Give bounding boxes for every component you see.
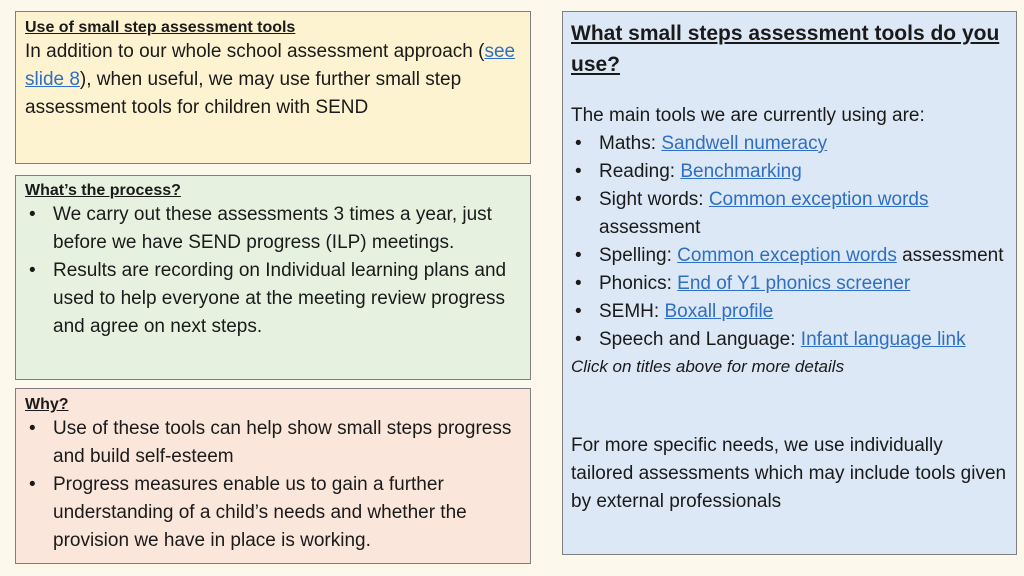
assessment-text-end: ), when useful, we may use further small step assessment tools for children with SEND [25,69,462,118]
why-list [25,415,521,555]
tool-item-phonics [571,270,1008,298]
tools-intro: The main tools we are currently using are: [571,105,925,126]
bullet-icon: • [575,329,582,350]
boxall-profile-link[interactable]: Boxall profile [664,301,774,322]
tool-label: Speech and Language: [599,329,801,350]
tool-item-semh [571,298,1008,326]
tool-label: Phonics: [599,273,678,294]
bullet-icon: • [575,133,582,154]
tool-label: Sight words: [599,189,709,210]
sandwell-numeracy-link[interactable]: Sandwell numeracy [661,133,828,154]
tool-item-speech [571,326,1008,354]
assessment-tools-heading: Use of small step assessment tools [25,19,296,36]
why-box [15,388,531,564]
tool-item-sight-words [571,186,1008,242]
tool-label: Maths: [599,133,662,154]
phonics-screener-link[interactable]: End of Y1 phonics screener [677,273,911,294]
infant-language-link[interactable]: Infant language link [800,329,966,350]
tool-item-maths [571,130,1008,158]
process-heading: What’s the process? [25,182,181,199]
bullet-icon: • [29,418,36,439]
process-list [25,201,521,341]
bullet-icon: • [575,301,582,322]
bullet-icon: • [575,189,582,210]
why-item-text: Use of these tools can help show small steps progress and build self-esteem [53,418,512,467]
tools-box [562,11,1017,555]
bullet-icon: • [575,245,582,266]
list-item [25,471,521,555]
list-item [25,415,521,471]
tool-suffix: assessment [599,217,701,238]
tools-footer: For more specific needs, we use individually tailored assessments which may include tools given by external professionals [571,435,1007,512]
assessment-tools-box [15,11,531,164]
tool-label: Reading: [599,161,681,182]
bullet-icon: • [29,474,36,495]
why-heading: Why? [25,396,69,413]
process-box [15,175,531,380]
tools-list [571,130,1008,354]
list-item [25,257,521,341]
why-item-text: Progress measures enable us to gain a further understanding of a child’s needs and whether the provision we have in place is working. [53,474,467,551]
tools-note: Click on titles above for more details [571,357,845,376]
bullet-icon: • [29,204,36,225]
benchmarking-link[interactable]: Benchmarking [680,161,802,182]
tool-suffix: assessment [896,245,1004,266]
tools-heading: What small steps assessment tools do you use? [571,22,1000,76]
bullet-icon: • [575,273,582,294]
bullet-icon: • [575,161,582,182]
bullet-icon: • [29,260,36,281]
tool-label: SEMH: [599,301,665,322]
assessment-text-start: In addition to our whole school assessment approach ( [25,41,485,62]
tool-item-spelling [571,242,1008,270]
tool-item-reading [571,158,1008,186]
see-slide-8-link[interactable]: see slide 8 [25,41,516,90]
process-item-text: We carry out these assessments 3 times a year, just before we have SEND progress (ILP) meetings. [53,204,492,253]
sight-words-link[interactable]: Common exception words [708,189,929,210]
spelling-link[interactable]: Common exception words [677,245,897,266]
process-item-text: Results are recording on Individual learning plans and used to help everyone at the meeting review progress and agree on next steps. [53,260,507,337]
list-item [25,201,521,257]
tool-label: Spelling: [599,245,678,266]
assessment-tools-text [25,38,521,122]
